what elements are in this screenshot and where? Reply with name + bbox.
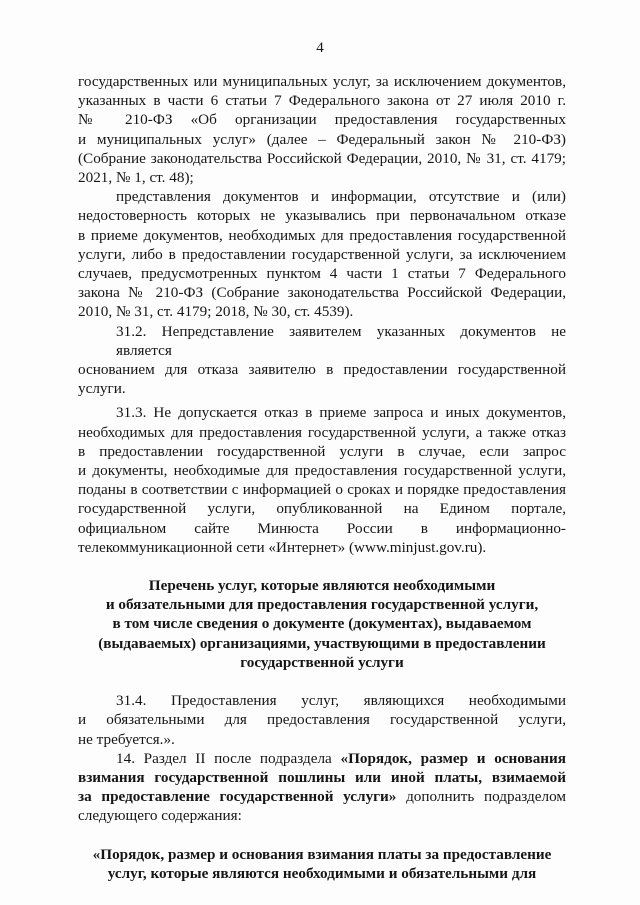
text-line: в приеме документов, необходимых для предоставления государственной [78, 226, 566, 244]
text-line: и документы, необходимые для предоставления государственной услуги, [78, 462, 566, 480]
text-line: телекоммуникационной сети «Интернет» (www.minjust.gov.ru). [78, 538, 487, 556]
text-line: № 210-ФЗ «Об организации предоставления государственных [78, 111, 566, 129]
text-line [78, 749, 566, 768]
text-line: закона № 210-ФЗ (Собрание законодательства Российской Федерации, [78, 284, 566, 302]
text-line: (Собрание законодательства Российской Федерации, 2010, № 31, ст. 4179; [78, 149, 566, 167]
paragraph-documents-info [78, 187, 566, 321]
text-line: 31.4. Предоставления услуг, являющихся необходимыми [116, 692, 566, 710]
bold-text-run: за предоставление государственной услуги» [78, 788, 397, 806]
paragraph-31-2 [78, 322, 566, 399]
heading-line: услуг, которые являются необходимыми и обязательными для [107, 864, 537, 882]
text-line: не требуется.». [78, 730, 175, 748]
text-line: необходимых для предоставления государственной услуги, а также отказ [78, 423, 566, 441]
text-line: и обязательными для предоставления государственной услуги, [78, 711, 566, 729]
document-body [78, 72, 566, 883]
heading-line: «Порядок, размер и основания взимания платы за предоставление [92, 845, 552, 863]
paragraph-14 [78, 749, 566, 826]
text-run: дополнить подразделом [396, 788, 566, 806]
text-line: указанных в части 6 статьи 7 Федерального закона от 27 июля 2010 г. [78, 92, 566, 110]
text-line [78, 787, 566, 806]
heading-line: и обязательными для предоставления государственной услуги, [105, 596, 539, 614]
paragraph-31-4 [78, 691, 566, 749]
heading-line: государственной услуги [240, 653, 404, 671]
text-line: следующего содержания: [78, 807, 242, 825]
subsection-heading [78, 845, 566, 883]
text-line [78, 768, 566, 787]
page-number: 4 [316, 40, 324, 56]
text-line: и муниципальных услуг» (далее – Федеральный закон № 210-ФЗ) [78, 130, 566, 148]
text-line: официальном сайте Минюста России в информационно- [78, 519, 566, 537]
text-line: поданы в соответствии с информацией о сроках и порядке предоставления [78, 481, 566, 499]
text-line: 2021, № 1, ст. 48); [78, 169, 194, 187]
text-line: случаев, предусмотренных пунктом 4 части 1 статьи 7 Федерального [78, 265, 566, 283]
heading-line: Перечень услуг, которые являются необходимыми [148, 577, 496, 595]
text-line: государственных или муниципальных услуг, за исключением документов, [78, 73, 566, 90]
paragraph-continuation [78, 72, 566, 187]
text-line: услуги. [78, 380, 126, 398]
heading-line: в том числе сведения о документе (документах), выдаваемом [112, 615, 532, 633]
text-line: в предоставлении государственной услуги в случае, если запрос [78, 442, 566, 460]
text-line: 31.3. Не допускается отказ в приеме запроса и иных документов, [116, 404, 566, 422]
bold-text-run: взимания государственной пошлины или иной платы, взимаемой [78, 768, 566, 786]
text-line: услуги, либо в предоставлении государственной услуги, за исключением [78, 245, 566, 263]
section-heading [78, 576, 566, 672]
text-run: 14. Раздел II после подраздела [116, 749, 341, 767]
text-line: государственной услуги, опубликованной на Едином портале, [78, 500, 566, 518]
bold-text-run: «Порядок, размер и основания [340, 749, 567, 767]
text-line: 2010, № 31, ст. 4179; 2018, № 30, ст. 4539). [78, 303, 354, 321]
paragraph-31-3 [78, 403, 566, 557]
text-line: основанием для отказа заявителю в предоставлении государственной [78, 361, 566, 379]
text-line: недостоверность которых не указывались при первоначальном отказе [78, 207, 566, 225]
text-line: представления документов и информации, отсутствие и (или) [116, 188, 566, 206]
text-line: 31.2. Непредставление заявителем указанных документов не является [116, 322, 566, 359]
heading-line: (выдаваемых) организациями, участвующими в предоставлении [98, 634, 546, 652]
